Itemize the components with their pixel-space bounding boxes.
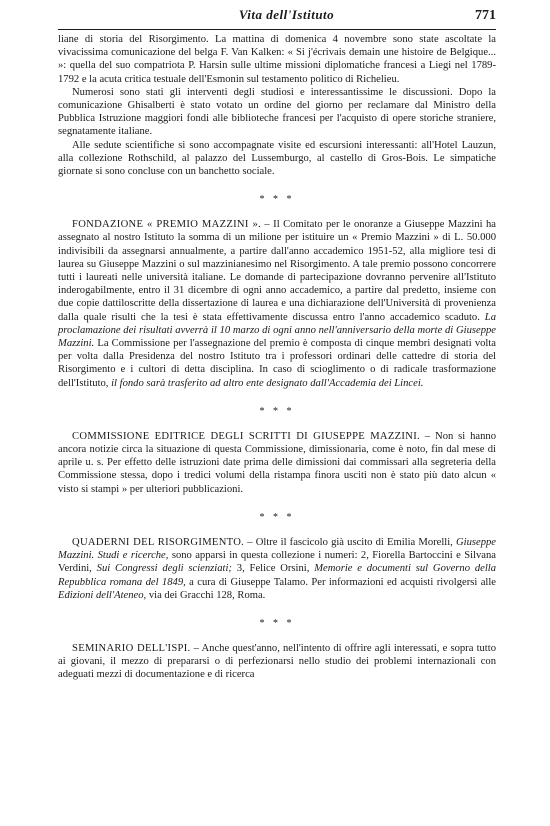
section-premio-mazzini [58,218,496,390]
paragraph-excursions: Alle sedute scientifiche si sono accompagnate visite ed escursioni interessanti: all'Hotel Lauzun, alla collezione Rothschild, al palazzo del Lussemburgo, al castello di Gros-Bois. Le simpatiche giornate si sono concluse con un banchetto sociale. [58,139,496,178]
section-text: La Commissione per l'assegnazione del premio è composta di cinque membri designati volta per volta dalla Presidenza del nostro Istituto tra i professori ordinari delle cattedre di storia del Risorgimento e i cultori di detta disciplina. In caso di scioglimento o di radicale trasformazione dell'Istituto, [58,338,496,389]
section-heading: SEMINARIO DELL'ISPI. [72,642,191,654]
section-text: sono apparsi in questa collezione i numeri: 2, Fiorella Bartoccini e Silvana Verdini, [58,550,496,575]
section-heading: FONDAZIONE « PREMIO MAZZINI ». [72,219,261,231]
publisher-name: Edizioni dell'Ateneo, [58,589,147,601]
paragraph-discussions: Numerosi sono stati gli interventi degli studiosi e interessantissime le discussioni. Dopo la comunicazione Ghisalberti è stato votato un ordine del giorno per reclamare dal Ministro della Pubblica Istruzione maggiori fondi alle biblioteche francesi per l'acquisto di opere storiche straniere, segnatamente italiane. [58,86,496,138]
page-number: 771 [475,8,496,23]
section-separator: * * * [259,405,295,417]
book-title: Sui Congressi degli scienziati; [96,563,232,575]
section-text: via dei Gracchi 128, Roma. [146,589,266,601]
section-separator: * * * [259,617,295,629]
section-quaderni [58,536,496,602]
section-separator: * * * [259,511,295,523]
section-heading: QUADERNI DEL RISORGIMENTO. [72,536,245,548]
running-title: Vita dell'Istituto [238,7,335,22]
section-separator: * * * [259,194,295,206]
section-text-italic: La proclamazione dei risultati avverrà il 10 marzo di ogni anno nell'anniversario della morte di Giuseppe Mazzini. [58,311,496,350]
book-title: Giuseppe Mazzini. Studi e ricerche, [58,536,496,562]
section-text: – Oltre il fascicolo già uscito di Emilia Morelli, [244,536,456,548]
section-text: a cura di Giuseppe Talamo. Per informazioni ed acquisti rivolgersi alle [185,576,496,588]
paragraph-congress-sessions: liane di storia del Risorgimento. La mattina di domenica 4 novembre sono state ascoltate la vivacissima comunicazione del belga F. Van Kalken: « Si j'écrivais demain une histoire de Belgique... »: quella del suo compatriota P. Harsin sulle ultime missioni diplomatiche francesi a Liegi nel 1789-1792 e la acuta critica testuale dell'Esmonin sul testamento politico di Richelieu. [58,34,496,85]
section-text: – Non si hanno ancora notizie circa la situazione di questa Commissione, dimissionaria, come è noto, fin dal mese di aprile u. s. Per effetto delle istruzioni date prima delle dimissioni dai commissari alla segreteria della Commissione stessa, dopo i tredici volumi della ristampa finora usciti non è stato più dato alcun « visto si stampi » per ulteriori pubblicazioni. [58,430,496,495]
section-heading: COMMISSIONE EDITRICE DEGLI SCRITTI DI GIUSEPPE MAZZINI. [72,430,420,442]
running-header [58,6,496,29]
section-text: 3, Felice Orsini, [231,563,315,575]
section-text: – Il Comitato per le onoranze a Giuseppe Mazzini ha assegnato al nostro Istituto la somma di un milione per istituire un « Premio Mazzini » di L. 50.000 indivisibili da assegnarsi annualmente, a partire dall'anno accademico 1951-52, alla migliore tesi di laurea su Giuseppe Mazzini o sul mazzinianesimo nel Risorgimento. A tale premio possono concorrere tutti i laureati nelle università italiane. Le domande di partecipazione dovranno pervenire all'Istituto inderogabilmente, entro il 31 dicembre di ogni anno accademico, a partire dal predetto, insieme con due copie dattiloscritte della dissertazione di laurea e una dichiarazione dell'Università di provenienza dalla quale risulti che la tesi è stata effettivamente discussa entro l'anno accademico scaduto. [58,219,496,323]
section-text-italic: il fondo sarà trasferito ad altro ente designato dall'Accademia dei Lincei. [111,377,424,389]
header-rule [58,29,496,30]
book-title: Memorie e documenti sul Governo della Repubblica romana del 1849, [58,563,496,588]
section-seminario-ispi [58,642,496,682]
section-text: – Anche quest'anno, nell'intento di offrire agli interessati, e sopra tutto ai giovani, il mezzo di prepararsi o di perfezionarsi nello studio dei problemi internazionali con adeguati mezzi di documentazione e di ricerca [58,642,496,681]
section-commissione-editrice [58,430,496,496]
document-page [58,6,496,682]
